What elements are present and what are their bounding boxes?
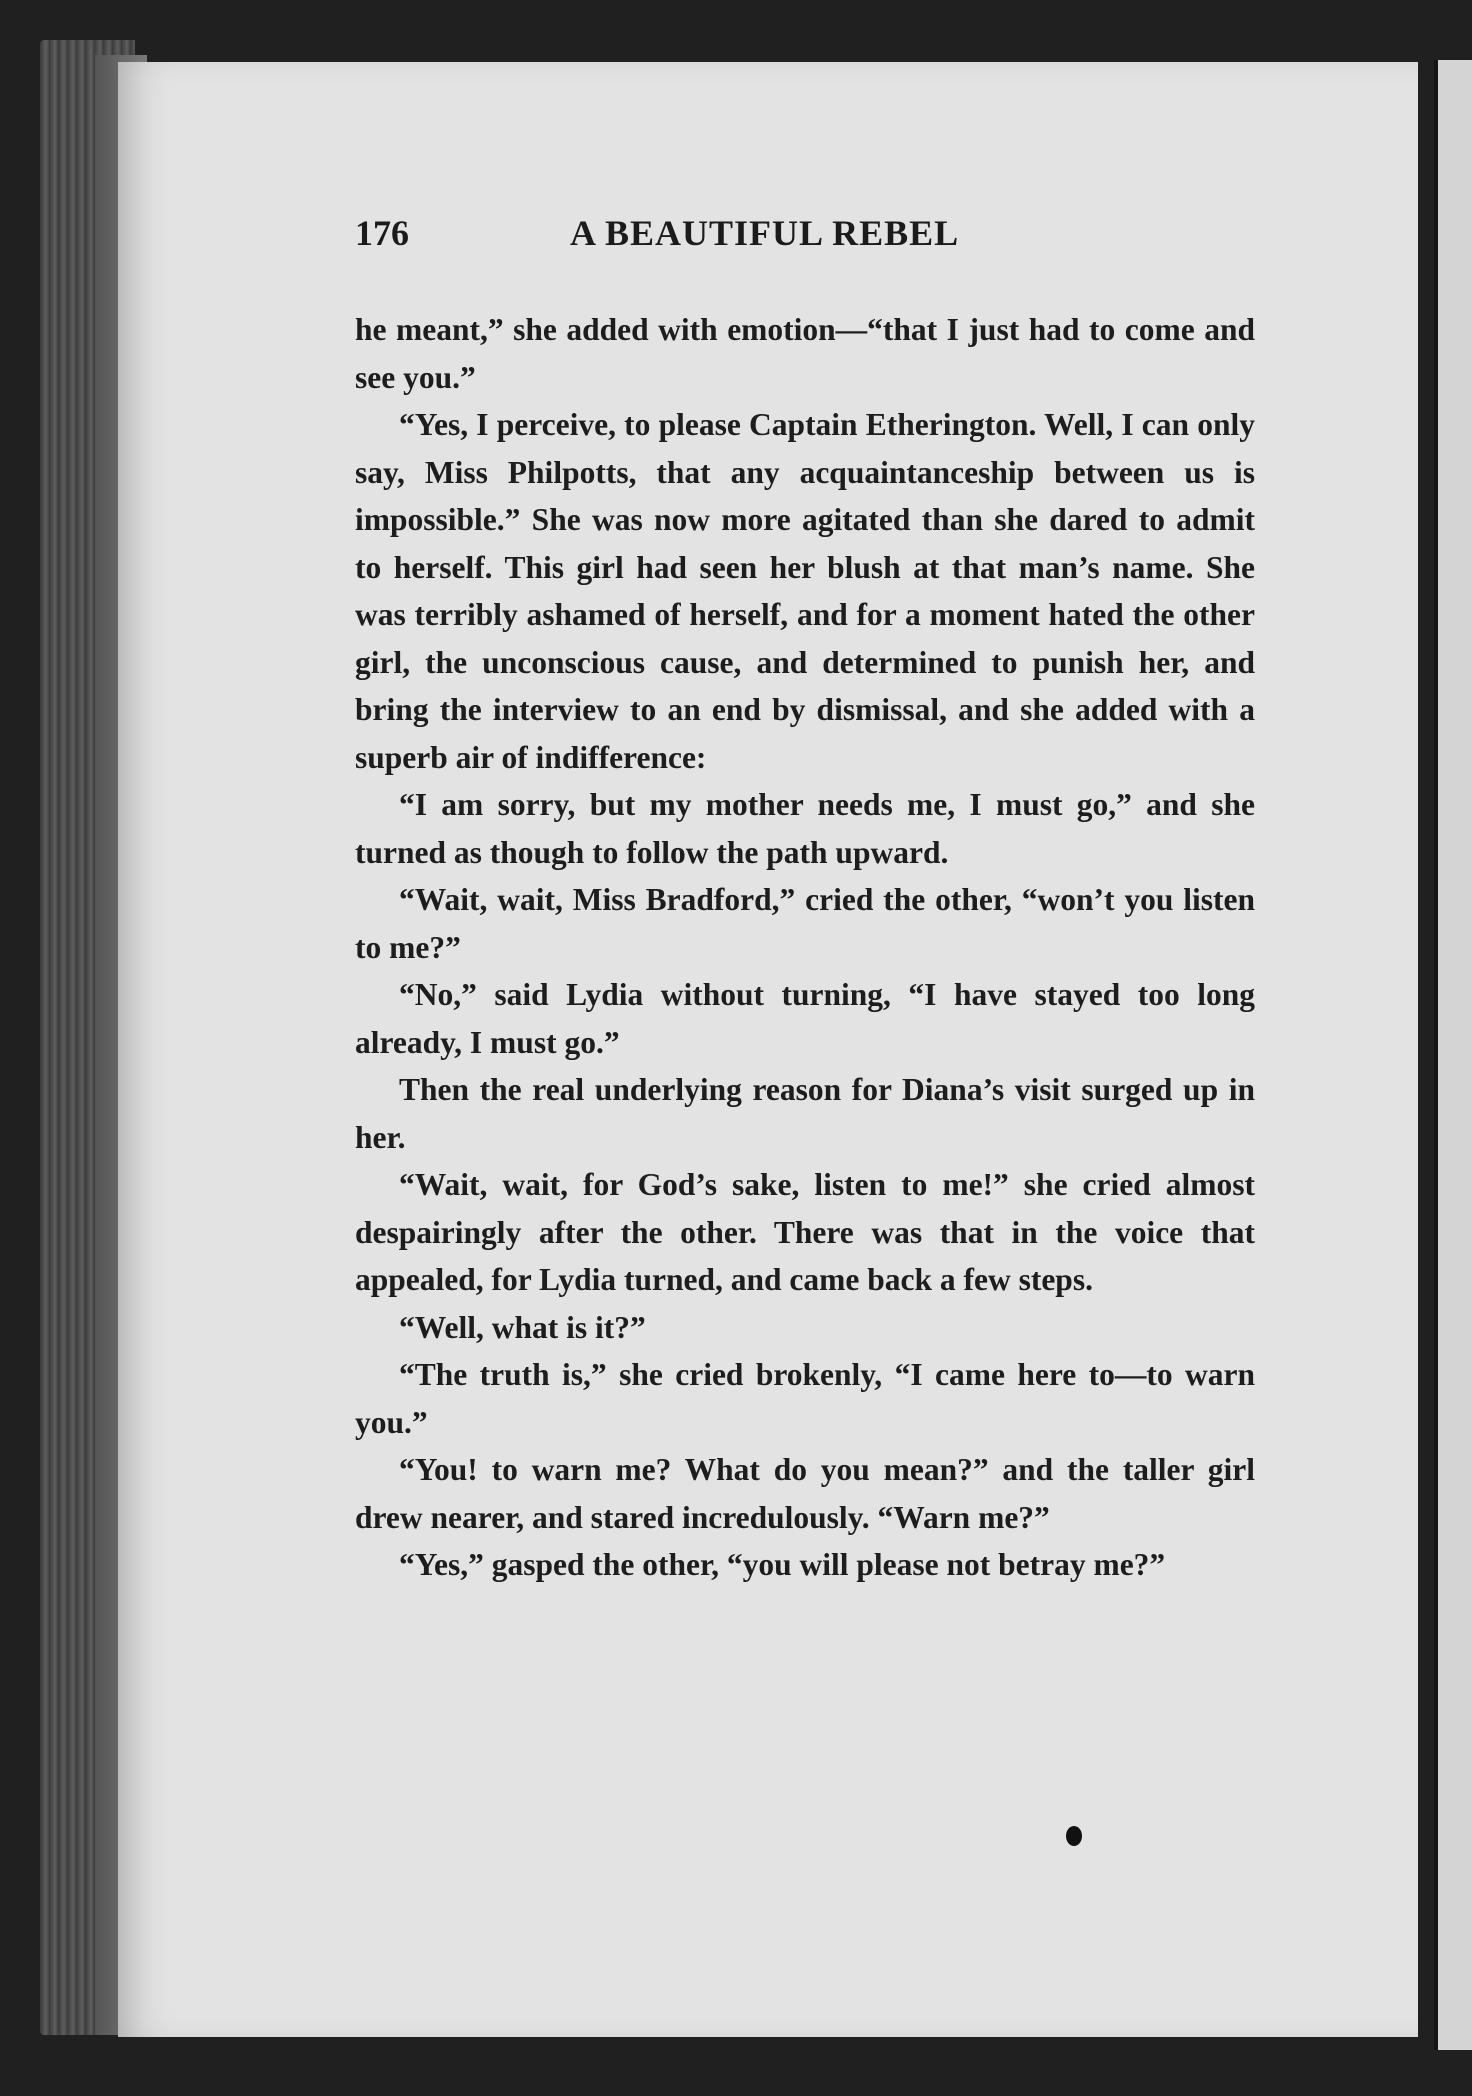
paragraph: “Well, what is it?” — [399, 1309, 646, 1345]
paragraph: he meant,” she added with emotion—“that I just had to come and see you.” — [355, 312, 1255, 395]
paragraph: “Wait, wait, for God’s sake, listen to me!” she cried almost despairingly after the other. There was that in the voice that appealed, for Lydia turned, and came back a few steps. — [355, 1167, 1255, 1297]
page-number: 176 — [355, 213, 409, 253]
paragraph: “Yes, I perceive, to please Captain Etherington. Well, I can only say, Miss Philpotts, that any acquaintanceship between us is impossible.” She was now more agitated than she dared to admit to herself. This girl had seen her blush at that man’s name. She was terribly ashamed of herself, and for a moment hated the other girl, the unconscious cause, and determined to punish her, and bring the interview to an end by dismissal, and she added with a superb air of indifference: — [355, 407, 1255, 775]
facing-page-edge — [1434, 60, 1472, 2050]
body-text — [355, 306, 1255, 1589]
paragraph: “I am sorry, but my mother needs me, I must go,” and she turned as though to follow the path upward. — [355, 787, 1255, 870]
paragraph: “No,” said Lydia without turning, “I have stayed too long already, I must go.” — [355, 977, 1255, 1060]
paragraph: “Yes,” gasped the other, “you will please not betray me?” — [399, 1547, 1166, 1582]
paragraph: “The truth is,” she cried brokenly, “I came here to—to warn you.” — [355, 1357, 1255, 1440]
paragraph: “You! to warn me? What do you mean?” and the taller girl drew nearer, and stared incredulously. “Warn me?” — [355, 1452, 1255, 1535]
paragraph: “Wait, wait, Miss Bradford,” cried the other, “won’t you listen to me?” — [355, 882, 1255, 965]
running-head: A BEAUTIFUL REBEL — [570, 213, 960, 253]
ink-spot — [1066, 1826, 1082, 1846]
paragraph: Then the real underlying reason for Diana’s visit surged up in her. — [355, 1072, 1255, 1155]
page-header — [355, 212, 1055, 264]
